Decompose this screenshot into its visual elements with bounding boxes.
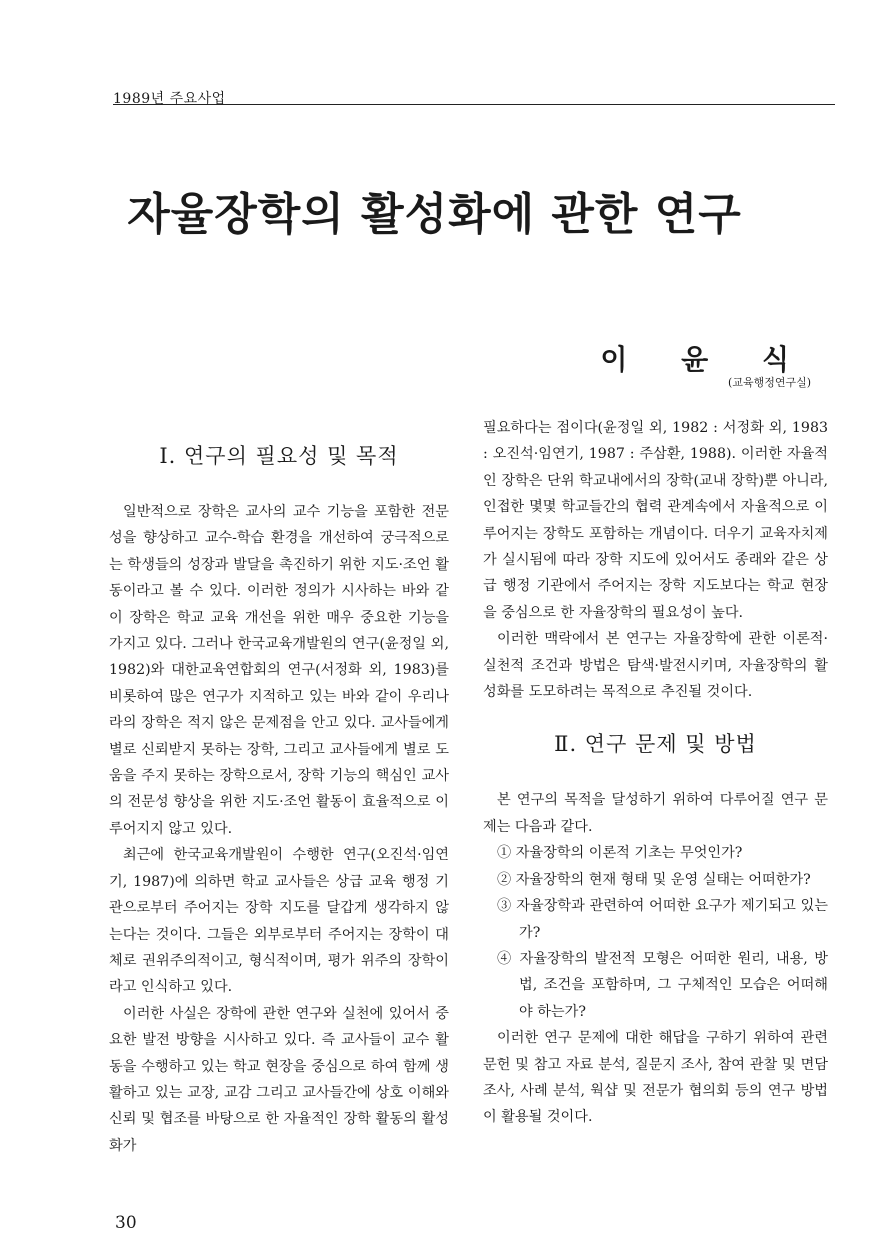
paper-title: 자율장학의 활성화에 관한 연구 xyxy=(127,189,742,240)
author-name: 이 윤 식 xyxy=(600,343,811,376)
running-head: 1989년 주요사업 xyxy=(113,91,226,107)
page-number: 30 xyxy=(115,1213,137,1233)
paragraph: 일반적으로 장학은 교사의 교수 기능을 포함한 전문성을 향상하고 교수-학습 환경을 개선하여 궁극적으로는 학생들의 성장과 발달을 촉진하기 위한 지도·조언 활동이라고 볼 수 있다. 이러한 정의가 시사하는 바와 같이 장학은 학교 교육 개선을 위한 매우 중요한 기능을 가지고 있다. 그러나 한국교육개발원의 연구(윤정일 외, 1982)와 대한교육연합회의 연구(서정화 외, 1983)를 비롯하여 많은 연구가 지적하고 있는 바와 같이 우리나라의 장학은 적지 않은 문제점을 안고 있다. 교사들에게 별로 신뢰받지 못하는 장학, 그리고 교사들에게 별로 도움을 주지 못하는 장학으로서, 장학 기능의 핵심인 교사의 전문성 향상을 위한 지도·조언 활동이 효율적으로 이루어지지 않고 있다. xyxy=(109,504,449,837)
list-item: ① 자율장학의 이론적 기초는 무엇인가? xyxy=(497,845,743,862)
author-affiliation: (교육행정연구실) xyxy=(728,376,811,389)
paragraph: 이러한 맥락에서 본 연구는 자율장학에 관한 이론적·실천적 조건과 방법은 탐색·발전시키며, 자율장학의 활성화를 도모하려는 목적으로 추진될 것이다. xyxy=(483,631,828,701)
list-item: ③ 자율장학과 관련하여 어떠한 요구가 제기되고 있는가? xyxy=(497,898,828,941)
paragraph: 이러한 연구 문제에 대한 해답을 구하기 위하여 관련 문헌 및 참고 자료 분석, 질문지 조사, 참여 관찰 및 면담 조사, 사례 분석, 웍샵 및 전문가 협의회 등의 연구 방법이 활용될 것이다. xyxy=(483,1030,828,1126)
paragraph-continued: 필요하다는 점이다(윤정일 외, 1982 : 서정화 외, 1983 : 오진석·임연기, 1987 : 주삼환, 1988). 이러한 자율적인 장학은 단위 학교내에서의 장학(교내 장학)뿐 아니라, 인접한 몇몇 학교들간의 협력 관계속에서 자율적으로 이루어지는 장학도 포함하는 개념이다. 더우기 교육자치제가 실시됨에 따라 장학 지도에 있어서도 종래와 같은 상급 행정 기관에서 주어지는 장학 지도보다는 학교 현장을 중심으로 한 자율장학의 필요성이 높다. xyxy=(483,420,828,621)
section-heading-2: Ⅱ. 연구 문제 및 방법 xyxy=(554,732,757,757)
list-item: ② 자율장학의 현재 형태 및 운영 실태는 어떠한가? xyxy=(497,871,811,888)
list-item: ④ 자율장학의 발전적 모형은 어떠한 원리, 내용, 방법, 조건을 포함하며, 그 구체적인 모습은 어떠해야 하는가? xyxy=(497,950,828,1020)
paragraph: 최근에 한국교육개발원이 수행한 연구(오진석·임연기, 1987)에 의하면 학교 교사들은 상급 교육 행정 기관으로부터 주어지는 장학 지도를 달갑게 생각하지 않는다는 것이다. 그들은 외부로부터 주어지는 장학이 대체로 권위주의적이고, 형식적이며, 평가 위주의 장학이라고 인식하고 있다. xyxy=(109,847,449,996)
paragraph: 본 연구의 목적을 달성하기 위하여 다루어질 연구 문제는 다음과 같다. xyxy=(483,792,828,835)
left-column xyxy=(109,415,449,1159)
right-column xyxy=(483,415,828,1131)
paragraph: 이러한 사실은 장학에 관한 연구와 실천에 있어서 중요한 발전 방향을 시사하고 있다. 즉 교사들이 교수 활동을 수행하고 있는 학교 현장을 중심으로 하여 함께 생활하고 있는 교장, 교감 그리고 교사들간에 상호 이해와 신뢰 및 협조를 바탕으로 한 자율적인 장학 활동의 활성화가 xyxy=(109,1005,449,1154)
section-heading-1: Ⅰ. 연구의 필요성 및 목적 xyxy=(159,444,399,468)
research-questions xyxy=(483,840,828,1025)
header-rule xyxy=(113,104,835,105)
